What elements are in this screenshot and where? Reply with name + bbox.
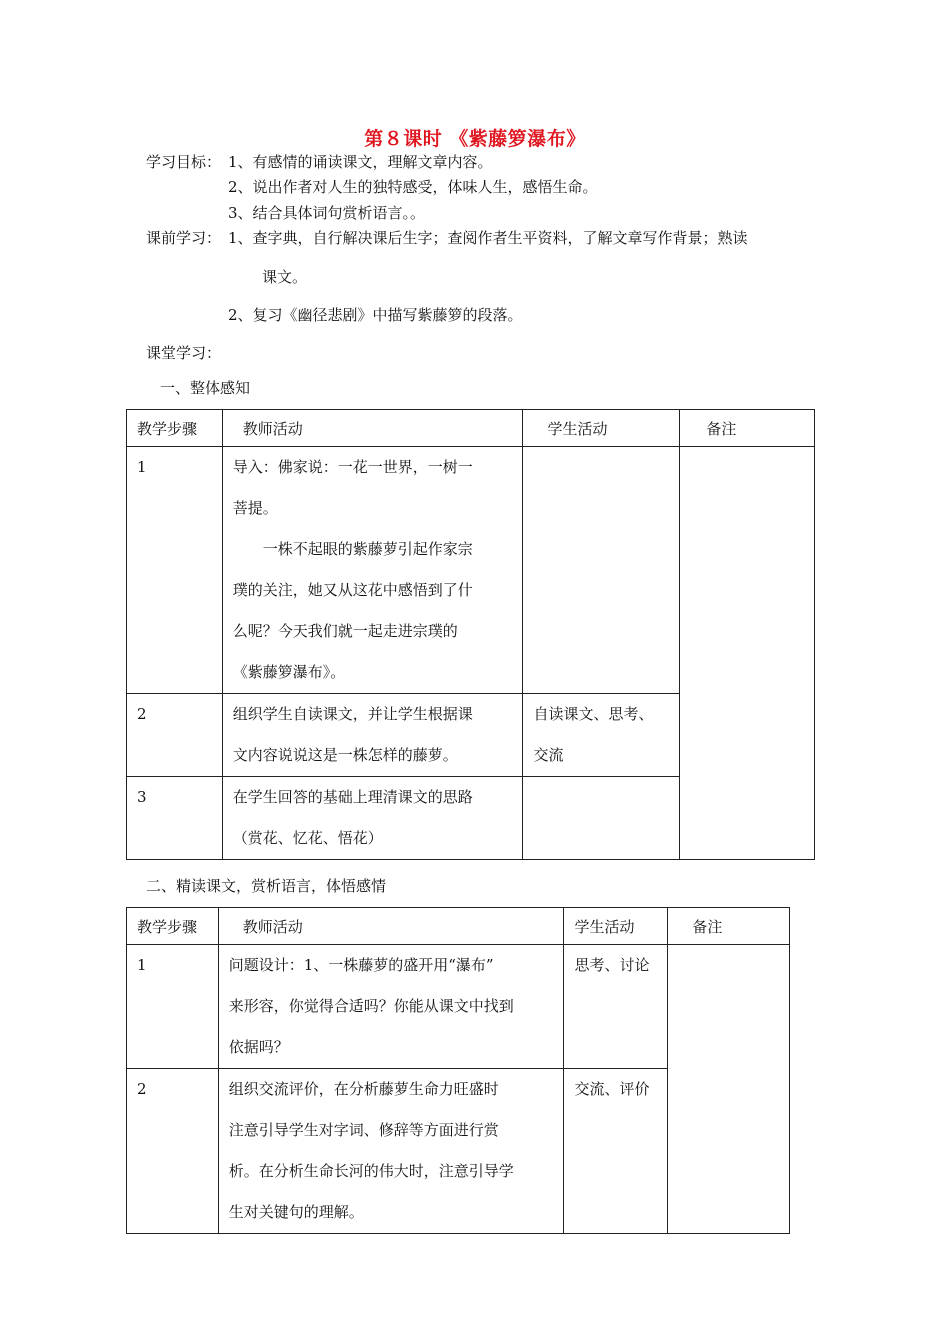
page-title: 第８课时 《紫藤箩瀑布》 <box>364 128 586 150</box>
pre-study-label: 课前学习： <box>146 229 222 247</box>
section1-table <box>126 409 815 860</box>
step-cell: 2 <box>127 694 223 777</box>
header-notes: 备注 <box>680 410 815 447</box>
section2-heading: 二、精读课文，赏析语言，体悟感情 <box>146 877 387 895</box>
section1-heading: 一、整体感知 <box>160 379 251 397</box>
header-teacher: 教师活动 <box>222 410 523 447</box>
pre-study-item-1-cont: 课文。 <box>262 268 308 286</box>
pre-study-item-1: 1、查字典，自行解决课后生字；查阅作者生平资料，了解文章写作背景；熟读 <box>228 229 748 247</box>
step-cell: 2 <box>127 1069 219 1234</box>
teacher-cell: 在学生回答的基础上理清课文的思路 （赏花、忆花、悟花） <box>222 777 523 860</box>
pre-study-item-2: 2、复习《幽径悲剧》中描写紫藤箩的段落。 <box>228 306 523 324</box>
class-study-label: 课堂学习： <box>146 344 222 362</box>
table-header-row <box>127 410 815 447</box>
header-student: 学生活动 <box>523 410 680 447</box>
step-cell: 1 <box>127 447 223 694</box>
notes-cell <box>680 447 815 860</box>
table-row <box>127 945 790 1069</box>
goals-label: 学习目标： <box>146 153 222 171</box>
student-cell <box>523 447 680 694</box>
table-header-row <box>127 908 790 945</box>
goal-item-1: 1、有感情的诵读课文，理解文章内容。 <box>228 153 493 171</box>
teacher-cell: 组织交流评价，在分析藤萝生命力旺盛时 注意引导学生对字词、修辞等方面进行赏 析。在分析生命长河的伟大时，注意引导学 生对关键句的理解。 <box>218 1069 564 1234</box>
header-step: 教学步骤 <box>127 908 219 945</box>
section2-table <box>126 907 790 1234</box>
student-cell <box>523 777 680 860</box>
header-student: 学生活动 <box>564 908 668 945</box>
teacher-cell: 导入：佛家说：一花一世界，一树一 菩提。 一株不起眼的紫藤萝引起作家宗 璞的关注，她又从这花中感悟到了什 么呢？今天我们就一起走进宗璞的 《紫藤箩瀑布》。 <box>222 447 523 694</box>
student-cell: 自读课文、思考、 交流 <box>523 694 680 777</box>
teacher-cell: 组织学生自读课文，并让学生根据课 文内容说说这是一株怎样的藤萝。 <box>222 694 523 777</box>
header-teacher: 教师活动 <box>218 908 564 945</box>
header-step: 教学步骤 <box>127 410 223 447</box>
student-cell: 交流、评价 <box>564 1069 668 1234</box>
teacher-cell: 问题设计：1、一株藤萝的盛开用“瀑布” 来形容，你觉得合适吗？你能从课文中找到 依据吗？ <box>218 945 564 1069</box>
step-cell: 3 <box>127 777 223 860</box>
goal-item-3: 3、结合具体词句赏析语言。。 <box>228 204 426 222</box>
header-notes: 备注 <box>668 908 790 945</box>
step-cell: 1 <box>127 945 219 1069</box>
goal-item-2: 2、说出作者对人生的独特感受，体味人生，感悟生命。 <box>228 178 598 196</box>
student-cell: 思考、讨论 <box>564 945 668 1069</box>
table-row <box>127 447 815 694</box>
notes-cell <box>668 945 790 1234</box>
